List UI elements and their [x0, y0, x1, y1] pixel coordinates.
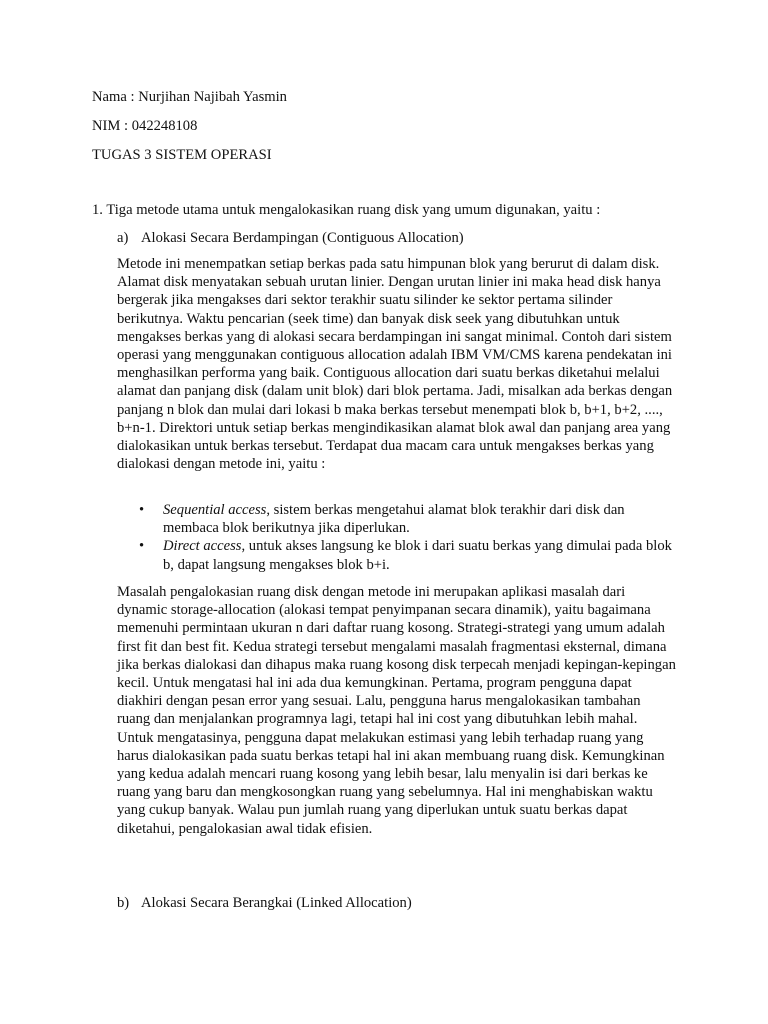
section-b-label: b): [117, 895, 130, 911]
student-nim-line: NIM : 042248108: [92, 118, 198, 134]
student-name-line: Nama : Nurjihan Najibah Yasmin: [92, 89, 287, 105]
bullet-term: Direct access: [163, 538, 242, 555]
bullet-marker: •: [139, 502, 145, 518]
question-1-text: 1. Tiga metode utama untuk mengalokasikan ruang disk yang umum digunakan, yaitu :: [92, 202, 601, 218]
list-item: [117, 537, 677, 573]
bullet-text: , sistem berkas mengetahui alamat blok terakhir dari disk dan membaca blok berikutnya jika diperlukan.: [163, 502, 625, 537]
section-b-title: Alokasi Secara Berangkai (Linked Allocation): [141, 895, 412, 911]
bullet-marker: •: [139, 538, 145, 555]
section-a-paragraph-2: Masalah pengalokasian ruang disk dengan metode ini merupakan aplikasi masalah dari dynamic storage-allocation (alokasi tempat penyimpanan secara dinamik), yaitu bagaimana memenuhi permintaan ukuran n dari daftar ruang kosong. Strategi-strategi yang umum adalah first fit dan best fit. Kedua strategi tersebut mengalami masalah fragmentasi eksternal, dimana jika berkas dialokasi dan dihapus maka ruang kosong disk terpecah menjadi kepingan-kepingan kecil. Untuk mengatasi hal ini ada dua kemungkinan. Pertama, program pengguna dapat diakhiri dengan pesan error yang sesuai. Lalu, pengguna harus mengalokasikan tambahan ruang dan menjalankan programnya lagi, tetapi hal ini cost yang dibutuhkan lebih mahal. Untuk mengatasinya, pengguna dapat melakukan estimasi yang lebih terhadap ruang yang harus dialokasikan pada suatu berkas tetapi hal ini akan membuang ruang disk. Kemungkinan yang kedua adalah mencari ruang kosong yang lebih besar, lalu menyalin isi dari berkas ke ruang yang baru dan mengkosongkan ruang yang sebelumnya. Hal ini menghabiskan waktu yang cukup banyak. Walau pun jumlah ruang yang diperlukan untuk suatu berkas dapat diketahui, pengalokasian awal tidak efisien.: [117, 584, 676, 837]
section-a-title: Alokasi Secara Berdampingan (Contiguous Allocation): [141, 230, 464, 246]
bullet-term: Sequential access: [163, 502, 267, 518]
access-method-list: [117, 501, 677, 574]
section-a-label: a): [117, 230, 129, 246]
task-title-line: TUGAS 3 SISTEM OPERASI: [92, 147, 272, 163]
bullet-text: , untuk akses langsung ke blok i dari suatu berkas yang dimulai pada blok b, dapat langsung mengakses blok b+i.: [163, 538, 672, 573]
list-item: [117, 501, 677, 537]
section-a-paragraph-1: Metode ini menempatkan setiap berkas pada satu himpunan blok yang berurut di dalam disk. Alamat disk menyatakan sebuah urutan linier. Dengan urutan linier ini maka head disk hanya bergerak jika mengakses dari sektor terakhir suatu silinder ke sektor pertama silinder berikutnya. Waktu pencarian (seek time) dan banyak disk seek yang dibutuhkan untuk mengakses berkas yang di alokasi secara berdampingan ini sangat minimal. Contoh dari sistem operasi yang menggunakan contiguous allocation adalah IBM VM/CMS karena pendekatan ini menghasilkan performa yang baik. Contiguous allocation dari suatu berkas diketahui melalui alamat dan panjang disk (dalam unit blok) dari blok pertama. Jadi, misalkan ada berkas dengan panjang n blok dan mulai dari lokasi b maka berkas tersebut menempati blok b, b+1, b+2, ...., b+n-1. Direktori untuk setiap berkas mengindikasikan alamat blok awal dan panjang area yang dialokasikan untuk berkas tersebut. Terdapat dua macam cara untuk mengakses berkas yang dialokasi dengan metode ini, yaitu :: [117, 256, 673, 473]
